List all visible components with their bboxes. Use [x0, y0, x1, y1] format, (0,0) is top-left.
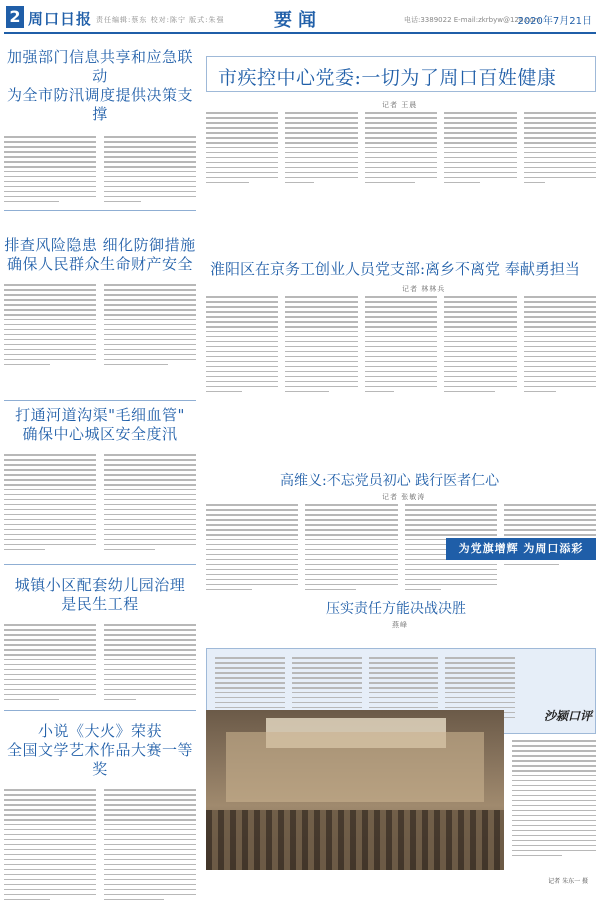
left-story-4 — [4, 576, 196, 704]
headline-4: 压实责任方能决战决胜 — [326, 601, 466, 617]
left-story-3-body-b — [104, 454, 196, 554]
byline-3: 记者 张敏涛 — [382, 493, 426, 501]
audience-seats — [206, 810, 504, 870]
left-story-5-body-a — [4, 789, 96, 904]
paper-name: 周口日报 — [28, 10, 93, 28]
left-divider-1 — [4, 210, 196, 211]
left-story-2-body-b — [104, 284, 196, 369]
masthead-meta-right: 电话:3389022 E-mail:zkrbyw@126.com — [404, 16, 541, 24]
left-story-3 — [4, 406, 196, 554]
left-story-3-body-a — [4, 454, 96, 554]
byline-2: 记者 林林兵 — [402, 285, 446, 293]
headline-2: 淮阳区在京务工创业人员党支部:离乡不离党 奉献勇担当 — [210, 260, 580, 278]
left-divider-3 — [4, 564, 196, 565]
section-title: 要闻 — [274, 10, 322, 31]
slogan-banner: 为党旗增辉 为周口添彩 — [446, 538, 596, 560]
byline-4: 燕峰 — [392, 621, 408, 629]
left-story-4-body-a — [4, 624, 96, 704]
meeting-photo — [206, 710, 504, 870]
left-story-1-body-b — [104, 136, 196, 206]
left-story-5 — [4, 722, 196, 904]
byline-1: 记者 王晨 — [382, 101, 418, 109]
left-story-4-body-b — [104, 624, 196, 704]
headline-1: 市疾控中心党委:一切为了周口百姓健康 — [218, 67, 557, 89]
page-number: 2 — [6, 6, 24, 28]
left-story-1-body-a — [4, 136, 96, 206]
left-story-2-headline: 排查风险隐患 细化防御措施 确保人民群众生命财产安全 — [4, 236, 196, 273]
left-story-3-headline: 打通河道沟渠"毛细血管" 确保中心城区安全度汛 — [15, 406, 185, 443]
story-2-body — [206, 296, 596, 396]
headline-3: 高维义:不忘党员初心 践行医者仁心 — [280, 473, 500, 489]
left-divider-2 — [4, 400, 196, 401]
masthead — [4, 2, 596, 34]
left-story-2-body-a — [4, 284, 96, 369]
stage — [226, 732, 484, 802]
left-story-5-body-b — [104, 789, 196, 904]
masthead-meta-left: 责任编辑:蔡东 校对:陈宁 版式:朱强 — [96, 16, 225, 24]
left-story-5-headline: 小说《大火》荣获 全国文学艺术作品大赛一等奖 — [6, 722, 193, 778]
commentary-logo: 沙颍口评 — [543, 709, 592, 723]
photo-credit: 记者 朱东一 摄 — [548, 878, 588, 885]
issue-date: 2020年7月21日 — [517, 16, 592, 27]
left-divider-4 — [4, 710, 196, 711]
story-1-body — [206, 112, 596, 187]
left-story-1-headline: 加强部门信息共享和应急联动 为全市防汛调度提供决策支撑 — [6, 48, 193, 123]
left-story-2 — [4, 236, 196, 369]
left-story-4-headline: 城镇小区配套幼儿园治理 是民生工程 — [14, 576, 186, 613]
left-story-1 — [4, 48, 196, 206]
photo-caption — [512, 740, 596, 860]
